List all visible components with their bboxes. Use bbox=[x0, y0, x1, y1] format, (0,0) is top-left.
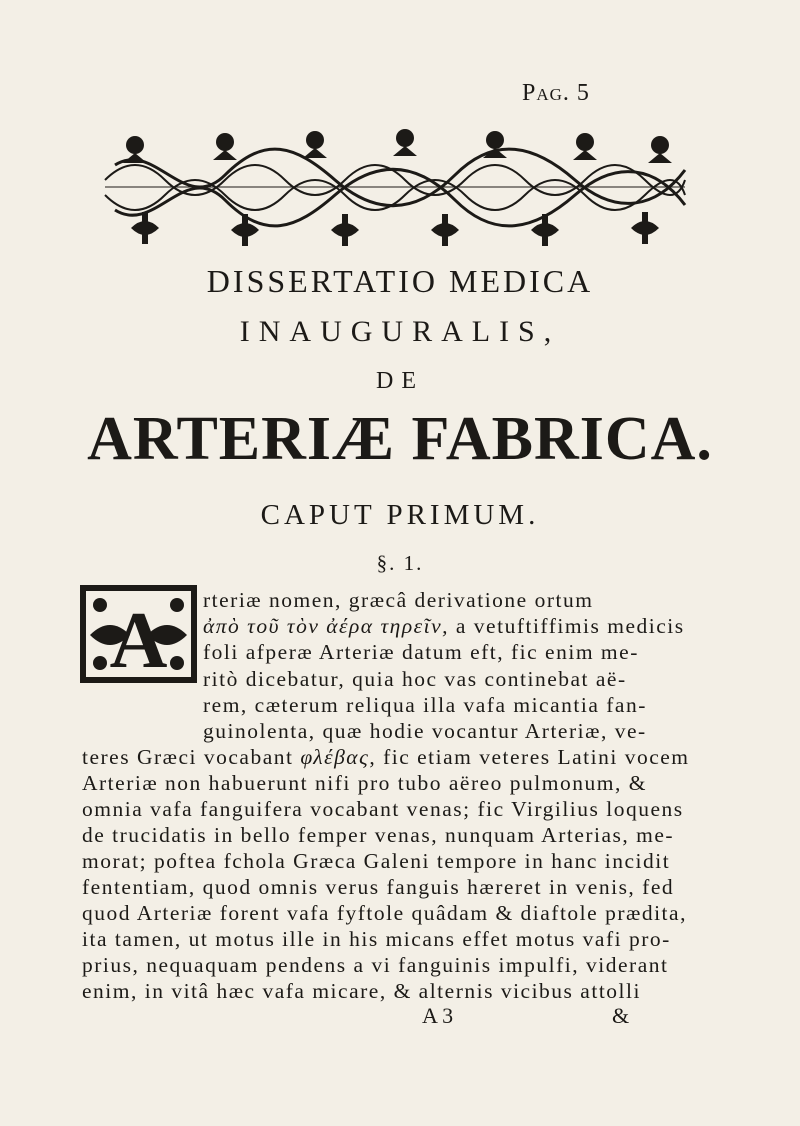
text-span: teres Græci vocabant bbox=[82, 745, 301, 769]
text-line bbox=[203, 614, 685, 639]
text-line: quod Arteriæ forent vafa fyftole quâdam & diaftole prædita, bbox=[82, 901, 687, 925]
text-span: a vetuftiffimis medicis bbox=[449, 614, 685, 638]
text-span: , fic etiam veteres Latini vocem bbox=[369, 745, 690, 769]
text-line: fententiam, quod omnis verus fanguis hæreret in venis, fed bbox=[82, 875, 675, 899]
section-number: §. 1. bbox=[376, 551, 424, 575]
signature-mark: A 3 bbox=[422, 1003, 454, 1028]
text-line: ita tamen, ut motus ille in his micans effet motus vafi pro- bbox=[82, 927, 671, 951]
text-line: rem, cæterum reliqua illa vafa micantia fan- bbox=[203, 693, 647, 717]
text-line: morat; poftea fchola Græca Galeni tempore in hanc incidit bbox=[82, 849, 671, 873]
title-dissertatio-medica: DISSERTATIO MEDICA bbox=[206, 263, 594, 299]
text-line: enim, in vitâ hæc vafa micare, & alternis vicibus attolli bbox=[82, 979, 641, 1003]
greek-phrase: ἀπὸ τοῦ τὸν ἀέρα τηρεῖν, bbox=[203, 614, 450, 638]
greek-word: φλέβας bbox=[300, 745, 370, 769]
chapter-heading: CAPUT PRIMUM. bbox=[260, 499, 540, 531]
text-line: guinolenta, quæ hodie vocantur Arteriæ, ve- bbox=[203, 719, 647, 743]
page-number: Pag. 5 bbox=[522, 80, 590, 106]
title-inauguralis: INAUGURALIS, bbox=[239, 315, 561, 348]
text-line: omnia vafa fanguifera vocabant venas; fic Virgilius loquens bbox=[82, 797, 684, 821]
text-line bbox=[82, 745, 690, 770]
text-line: Arteriæ non habuerunt nifi pro tubo aëreo pulmonum, & bbox=[82, 771, 647, 795]
drop-cap-letter: A bbox=[109, 597, 168, 683]
title-de: DE bbox=[376, 368, 424, 394]
headpiece-ornament bbox=[95, 120, 695, 255]
text-line: de trucidatis in bello femper venas, nunquam Arterias, me- bbox=[82, 823, 675, 847]
title-arteriae-fabrica: ARTERIÆ FABRICA. bbox=[87, 405, 713, 473]
text-line: rteriæ nomen, græcâ derivatione ortum bbox=[203, 588, 594, 612]
text-line: prius, nequaquam pendens a vi fanguinis impulfi, viderant bbox=[82, 953, 669, 977]
catchword: & bbox=[612, 1003, 630, 1028]
decorated-initial bbox=[80, 585, 197, 683]
text-line: ritò dicebatur, quia hoc vas continebat aë- bbox=[203, 667, 627, 691]
text-line: foli afperæ Arteriæ datum eft, fic enim me- bbox=[203, 640, 639, 664]
